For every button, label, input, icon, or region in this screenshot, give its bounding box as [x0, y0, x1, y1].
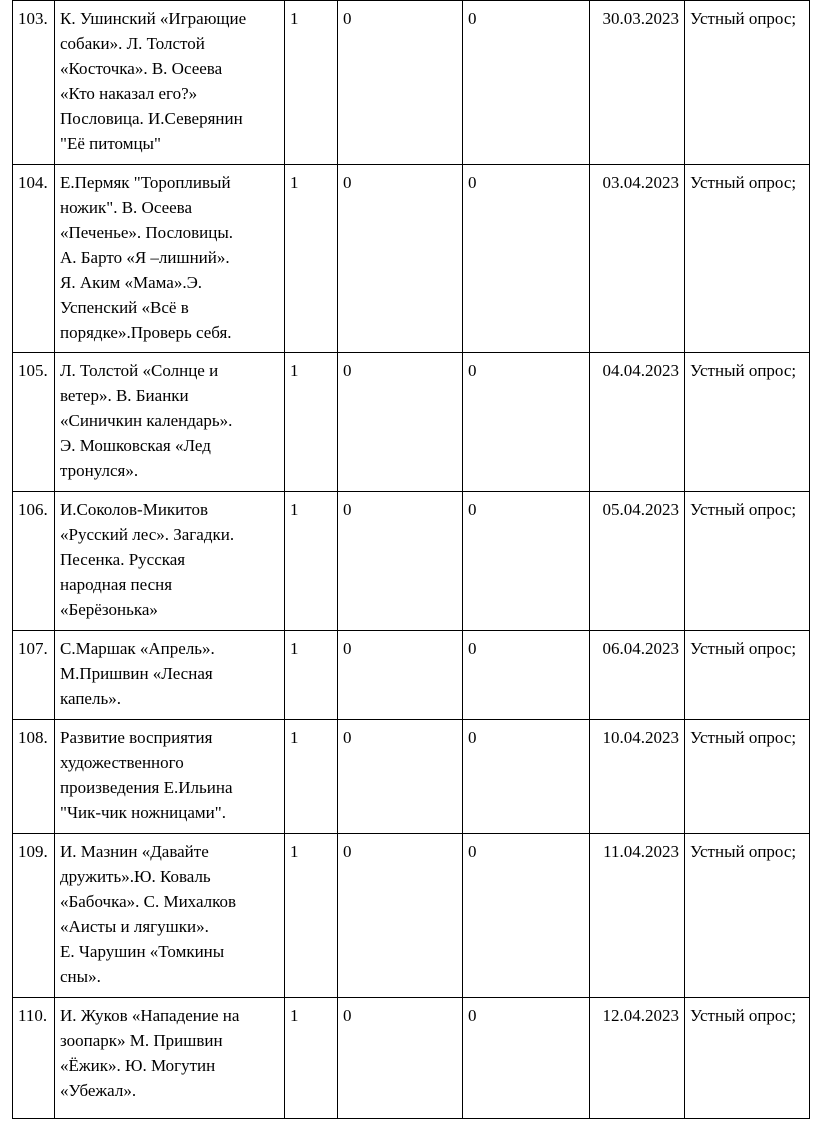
- table-row: [13, 165, 810, 353]
- lesson-topic: [55, 1, 285, 165]
- lesson-plan-table: [12, 0, 810, 1119]
- hours-total: 1: [285, 998, 338, 1119]
- topic-line: Э. Мошковская «Лед: [60, 436, 211, 455]
- topic-line: М.Пришвин «Лесная: [60, 664, 213, 683]
- lesson-number: 108.: [13, 720, 55, 834]
- topic-line: «Косточка». В. Осеева: [60, 59, 223, 78]
- topic-line: собаки». Л. Толстой: [60, 34, 205, 53]
- topic-line: ножик". В. Осеева: [60, 198, 193, 217]
- topic-line: зоопарк» М. Пришвин: [60, 1031, 223, 1050]
- hours-total: 1: [285, 1, 338, 165]
- topic-line: «Печенье». Пословицы.: [60, 223, 234, 242]
- topic-line: С.Маршак «Апрель».: [60, 639, 215, 658]
- topic-line: «Бабочка». С. Михалков: [60, 892, 237, 911]
- topic-line: «Аисты и лягушки».: [60, 917, 209, 936]
- lesson-number: 104.: [13, 165, 55, 353]
- control-works: 0: [338, 1, 463, 165]
- table-row: [13, 998, 810, 1119]
- topic-line: Е. Чарушин «Томкины: [60, 942, 225, 961]
- topic-line: сны».: [60, 967, 101, 986]
- table-row: [13, 631, 810, 720]
- hours-total: 1: [285, 353, 338, 492]
- lesson-date: 10.04.2023: [590, 720, 685, 834]
- lesson-number: 105.: [13, 353, 55, 492]
- topic-line: «Берёзонька»: [60, 600, 158, 619]
- topic-line: произведения Е.Ильина: [60, 778, 233, 797]
- practical-works: 0: [463, 165, 590, 353]
- topic-line: Е.Пермяк "Торопливый: [60, 173, 231, 192]
- topic-line: порядке».Проверь себя.: [60, 323, 232, 342]
- topic-line: А. Барто «Я –лишний».: [60, 248, 230, 267]
- topic-line: "Её питомцы": [60, 134, 161, 153]
- topic-line: И. Мазнин «Давайте: [60, 842, 209, 861]
- lesson-topic: [55, 492, 285, 631]
- lesson-topic: [55, 998, 285, 1119]
- table-row: [13, 1, 810, 165]
- practical-works: 0: [463, 492, 590, 631]
- topic-line: «Синичкин календарь».: [60, 411, 233, 430]
- control-works: 0: [338, 165, 463, 353]
- control-form: Устный опрос;: [685, 1, 810, 165]
- control-works: 0: [338, 998, 463, 1119]
- topic-line: «Русский лес». Загадки.: [60, 525, 235, 544]
- control-form: Устный опрос;: [685, 998, 810, 1119]
- lesson-number: 110.: [13, 998, 55, 1119]
- lesson-number: 107.: [13, 631, 55, 720]
- lesson-number: 103.: [13, 1, 55, 165]
- topic-line: тронулся».: [60, 461, 139, 480]
- topic-line: капель».: [60, 689, 121, 708]
- topic-line: художественного: [60, 753, 184, 772]
- topic-line: ветер». В. Бианки: [60, 386, 189, 405]
- topic-line: народная песня: [60, 575, 173, 594]
- topic-line: «Ёжик». Ю. Могутин: [60, 1056, 216, 1075]
- control-form: Устный опрос;: [685, 631, 810, 720]
- lesson-topic: [55, 165, 285, 353]
- table-row: [13, 492, 810, 631]
- control-form: Устный опрос;: [685, 353, 810, 492]
- practical-works: 0: [463, 834, 590, 998]
- lesson-date: 11.04.2023: [590, 834, 685, 998]
- topic-line: И. Жуков «Нападение на: [60, 1006, 240, 1025]
- topic-line: И.Соколов-Микитов: [60, 500, 209, 519]
- practical-works: 0: [463, 998, 590, 1119]
- lesson-date: 03.04.2023: [590, 165, 685, 353]
- hours-total: 1: [285, 720, 338, 834]
- control-works: 0: [338, 631, 463, 720]
- practical-works: 0: [463, 1, 590, 165]
- topic-line: Я. Аким «Мама».Э.: [60, 273, 203, 292]
- lesson-date: 30.03.2023: [590, 1, 685, 165]
- topic-line: Развитие восприятия: [60, 728, 213, 747]
- table-body: [13, 1, 810, 1119]
- topic-line: Пословица. И.Северянин: [60, 109, 243, 128]
- practical-works: 0: [463, 720, 590, 834]
- table-row: [13, 720, 810, 834]
- control-works: 0: [338, 353, 463, 492]
- control-form: Устный опрос;: [685, 834, 810, 998]
- hours-total: 1: [285, 165, 338, 353]
- control-works: 0: [338, 834, 463, 998]
- control-form: Устный опрос;: [685, 492, 810, 631]
- lesson-date: 12.04.2023: [590, 998, 685, 1119]
- topic-line: "Чик-чик ножницами".: [60, 803, 226, 822]
- hours-total: 1: [285, 834, 338, 998]
- topic-line: Песенка. Русская: [60, 550, 186, 569]
- hours-total: 1: [285, 492, 338, 631]
- topic-line: Успенский «Всё в: [60, 298, 189, 317]
- control-works: 0: [338, 492, 463, 631]
- topic-line: «Кто наказал его?»: [60, 84, 198, 103]
- lesson-number: 109.: [13, 834, 55, 998]
- topic-line: К. Ушинский «Играющие: [60, 9, 247, 28]
- control-works: 0: [338, 720, 463, 834]
- practical-works: 0: [463, 631, 590, 720]
- topic-line: Л. Толстой «Солнце и: [60, 361, 219, 380]
- lesson-number: 106.: [13, 492, 55, 631]
- lesson-date: 05.04.2023: [590, 492, 685, 631]
- hours-total: 1: [285, 631, 338, 720]
- lesson-date: 06.04.2023: [590, 631, 685, 720]
- lesson-topic: [55, 720, 285, 834]
- lesson-topic: [55, 631, 285, 720]
- lesson-topic: [55, 353, 285, 492]
- lesson-topic: [55, 834, 285, 998]
- topic-line: дружить».Ю. Коваль: [60, 867, 211, 886]
- control-form: Устный опрос;: [685, 165, 810, 353]
- practical-works: 0: [463, 353, 590, 492]
- table-row: [13, 834, 810, 998]
- table-row: [13, 353, 810, 492]
- lesson-date: 04.04.2023: [590, 353, 685, 492]
- control-form: Устный опрос;: [685, 720, 810, 834]
- topic-line: «Убежал».: [60, 1081, 137, 1100]
